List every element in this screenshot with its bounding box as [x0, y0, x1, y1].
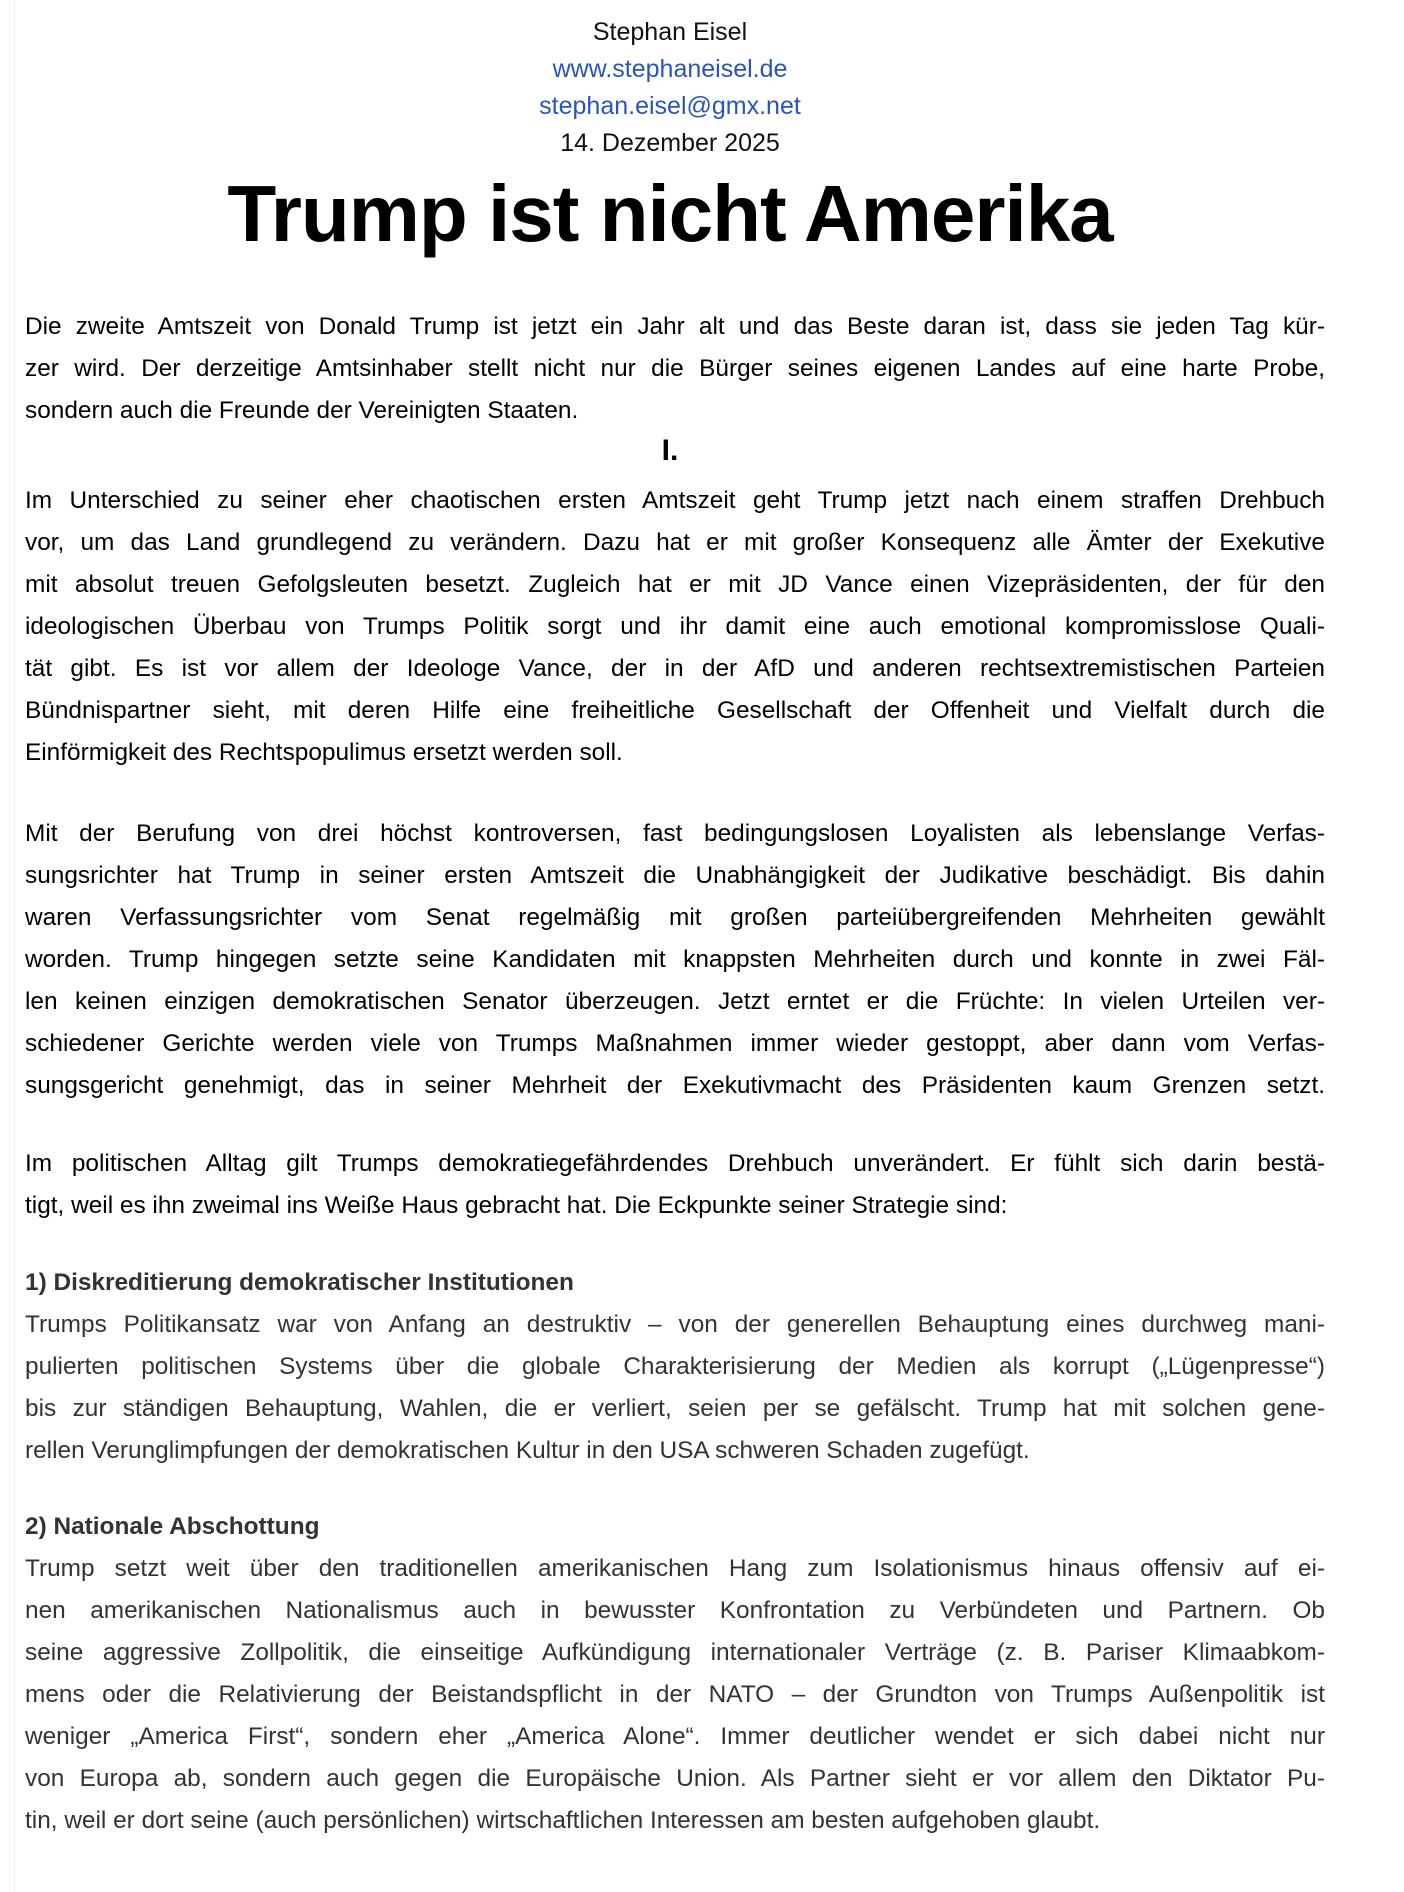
text-line: Mit der Berufung von drei höchst kontroversen, fast bedingungslosen Loyalisten als lebenslange Verfas-	[25, 820, 1325, 847]
text-line: schiedener Gerichte werden viele von Trumps Maßnahmen immer wieder gestoppt, aber dann vom Verfas-	[25, 1030, 1325, 1057]
text-line: tin, weil er dort seine (auch persönlichen) wirtschaftlichen Interessen am besten aufgehoben glaubt.	[25, 1807, 1101, 1834]
document-title: Trump ist nicht Amerika	[227, 169, 1113, 258]
strategy-heading: 1) Diskreditierung demokratischer Institutionen	[25, 1269, 574, 1296]
email-link[interactable]: stephan.eisel@gmx.net	[539, 92, 801, 120]
text-line: mens oder die Relativierung der Beistandspflicht in der NATO – der Grundton von Trumps Außenpolitik ist	[25, 1681, 1325, 1708]
strategy-point-2	[25, 1506, 1325, 1842]
text-line: mit absolut treuen Gefolgsleuten besetzt. Zugleich hat er mit JD Vance einen Vizepräsidenten, der für den	[25, 571, 1325, 598]
text-line: pulierten politischen Systems über die globale Charakterisierung der Medien als korrupt („Lügenpresse“)	[25, 1353, 1325, 1380]
page-edge	[14, 0, 15, 1892]
text-line: sungsrichter hat Trump in seiner ersten Amtszeit die Unabhängigkeit der Judikative beschädigt. Bis dahin	[25, 862, 1325, 889]
text-line: Trumps Politikansatz war von Anfang an destruktiv – von der generellen Behauptung eines durchweg mani-	[25, 1311, 1325, 1338]
text-line: Einförmigkeit des Rechtspopulimus ersetzt werden soll.	[25, 739, 623, 766]
text-line: Die zweite Amtszeit von Donald Trump ist jetzt ein Jahr alt und das Beste daran ist, dass sie jeden Tag kür-	[25, 313, 1325, 340]
text-line: seine aggressive Zollpolitik, die einseitige Aufkündigung internationaler Verträge (z. B. Pariser Klimaabkom-	[25, 1639, 1325, 1666]
text-line: worden. Trump hingegen setzte seine Kandidaten mit knappsten Mehrheiten durch und konnte in zwei Fäl-	[25, 946, 1325, 973]
text-line: tigt, weil es ihn zweimal ins Weiße Haus gebracht hat. Die Eckpunkte seiner Strategie sind:	[25, 1192, 1008, 1219]
section-numeral: I.	[661, 434, 679, 467]
author-header	[0, 14, 1340, 162]
text-line: bis zur ständigen Behauptung, Wahlen, die er verliert, seien per se gefälscht. Trump hat mit solchen gene-	[25, 1395, 1325, 1422]
text-line: tät gibt. Es ist vor allem der Ideologe Vance, der in der AfD und anderen rechtsextremistischen Parteien	[25, 655, 1325, 682]
text-line: len keinen einzigen demokratischen Senator überzeugen. Jetzt erntet er die Früchte: In vielen Urteilen ver-	[25, 988, 1325, 1015]
text-line: waren Verfassungsrichter vom Senat regelmäßig mit großen parteiübergreifenden Mehrheiten gewählt	[25, 904, 1325, 931]
text-line: Im Unterschied zu seiner eher chaotischen ersten Amtszeit geht Trump jetzt nach einem straffen Drehbuch	[25, 487, 1325, 514]
text-line: Trump setzt weit über den traditionellen amerikanischen Hang zum Isolationismus hinaus offensiv auf ei-	[25, 1555, 1325, 1582]
website-link[interactable]: www.stephaneisel.de	[552, 55, 788, 83]
publication-date: 14. Dezember 2025	[560, 129, 780, 157]
section-paragraph-judiciary	[25, 813, 1325, 1107]
text-line: rellen Verunglimpfungen der demokratischen Kultur in den USA schweren Schaden zugefügt.	[25, 1437, 1030, 1464]
text-line: nen amerikanischen Nationalismus auch in bewusster Konfrontation zu Verbündeten und Partnern. Ob	[25, 1597, 1325, 1624]
text-line: von Europa ab, sondern auch gegen die Europäische Union. Als Partner sieht er vor allem den Diktator Pu-	[25, 1765, 1325, 1792]
text-line: weniger „America First“, sondern eher „America Alone“. Immer deutlicher wendet er sich dabei nicht nur	[25, 1723, 1325, 1750]
text-line: ideologischen Überbau von Trumps Politik sorgt und ihr damit eine auch emotional kompromisslose Quali-	[25, 613, 1325, 640]
text-line: vor, um das Land grundlegend zu verändern. Dazu hat er mit großer Konsequenz alle Ämter der Exekutive	[25, 529, 1325, 556]
text-line: Im politischen Alltag gilt Trumps demokratiegefährdendes Drehbuch unverändert. Er fühlt sich darin bestä-	[25, 1150, 1325, 1177]
text-line: sondern auch die Freunde der Vereinigten Staaten.	[25, 397, 579, 424]
text-line: Bündnispartner sieht, mit deren Hilfe eine freiheitliche Gesellschaft der Offenheit und Vielfalt durch die	[25, 697, 1325, 724]
text-line: sungsgericht genehmigt, das in seiner Mehrheit der Exekutivmacht des Präsidenten kaum Grenzen setzt.	[25, 1072, 1325, 1099]
strategy-heading: 2) Nationale Abschottung	[25, 1513, 320, 1540]
section-paragraph-vance	[25, 480, 1325, 774]
section-paragraph-strategy-intro	[25, 1143, 1325, 1227]
strategy-point-1	[25, 1262, 1325, 1472]
text-line: zer wird. Der derzeitige Amtsinhaber stellt nicht nur die Bürger seines eigenen Landes auf eine harte Probe,	[25, 355, 1325, 382]
author-name: Stephan Eisel	[592, 18, 748, 46]
intro-paragraph	[25, 306, 1325, 432]
